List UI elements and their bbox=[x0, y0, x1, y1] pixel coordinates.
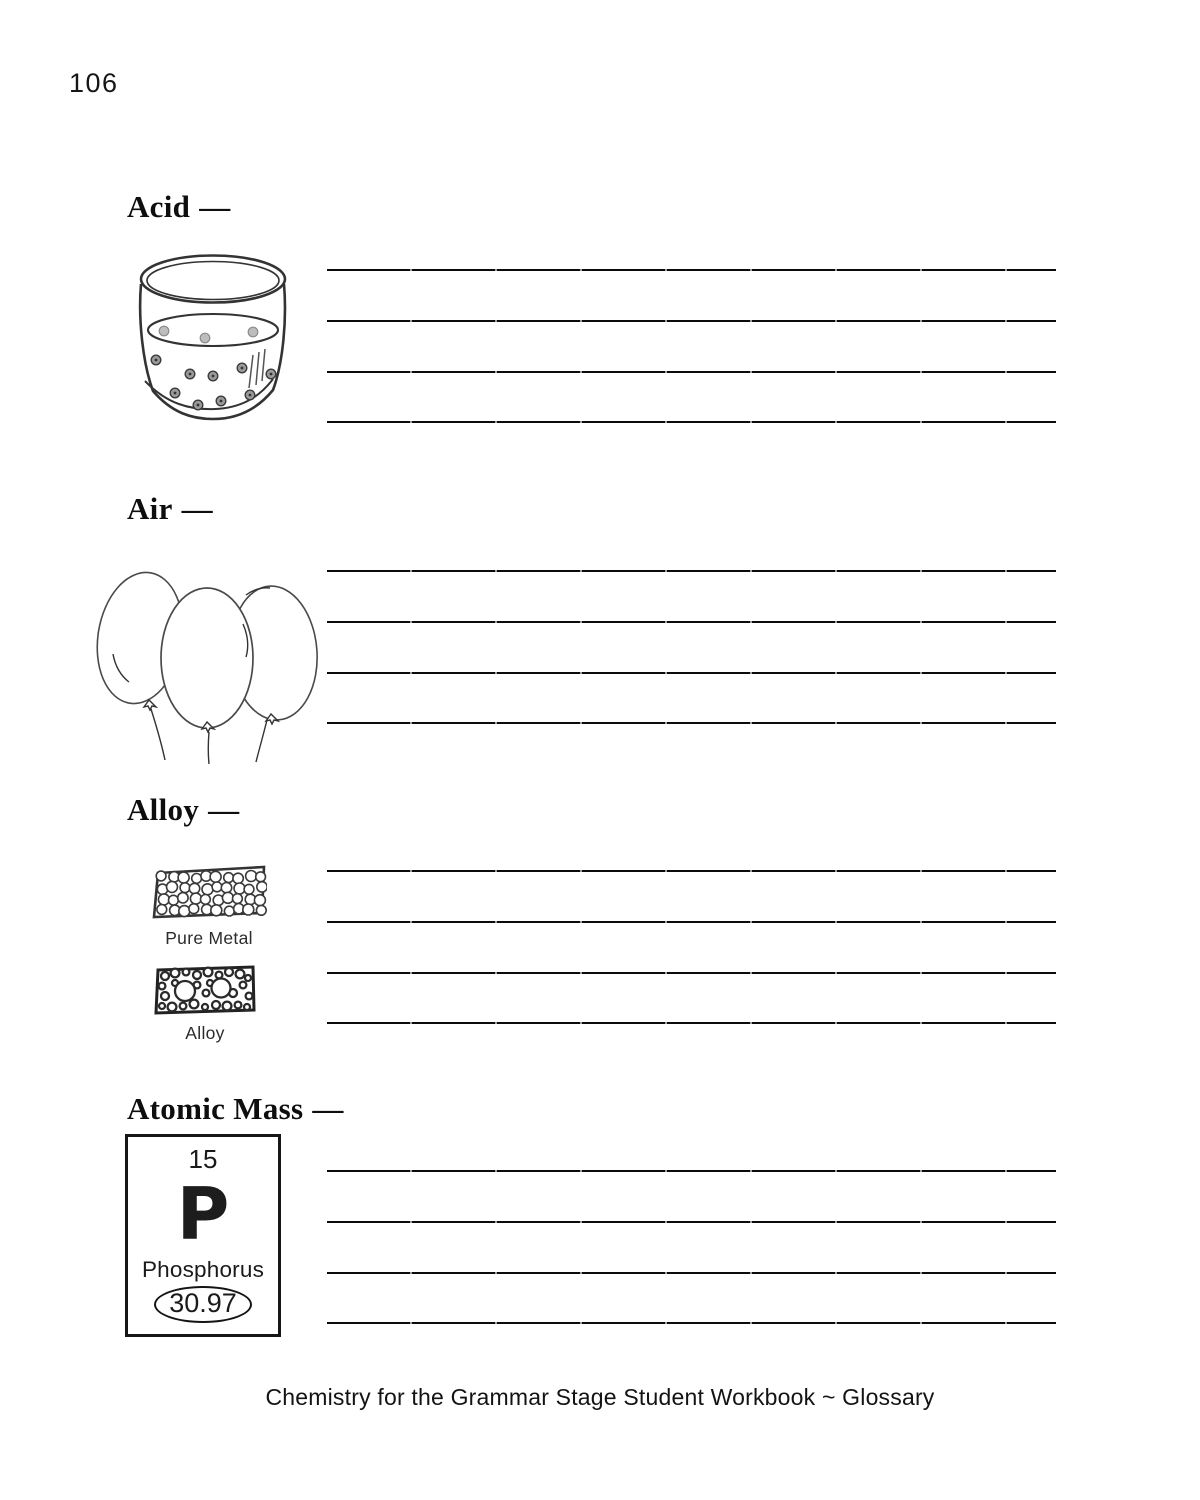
term-text: Atomic Mass bbox=[127, 1091, 304, 1126]
alloy-diagram bbox=[153, 963, 257, 1017]
writing-lines-alloy bbox=[327, 870, 1056, 1026]
writing-lines-acid bbox=[327, 269, 1056, 425]
atomic-mass-oval: 30.97 bbox=[154, 1286, 252, 1323]
writing-line bbox=[327, 371, 1056, 373]
footer-text: Chemistry for the Grammar Stage Student Workbook ~ Glossary bbox=[265, 1384, 935, 1410]
writing-line bbox=[327, 1221, 1056, 1223]
page-number: 106 bbox=[69, 68, 119, 98]
writing-lines-air bbox=[327, 570, 1056, 726]
alloy-figure bbox=[151, 963, 259, 1044]
term-dash: — bbox=[199, 189, 231, 224]
writing-line bbox=[327, 570, 1056, 572]
balloons-illustration bbox=[95, 562, 321, 767]
writing-line bbox=[327, 972, 1056, 974]
element-name: Phosphorus bbox=[141, 1257, 265, 1282]
term-heading-acid bbox=[127, 189, 231, 225]
atomic-mass-value bbox=[128, 1286, 278, 1323]
writing-line bbox=[327, 1322, 1056, 1324]
atomic-number: 15 bbox=[188, 1144, 218, 1174]
pure-metal-label: Pure Metal bbox=[165, 928, 253, 948]
particle-centers bbox=[155, 359, 273, 407]
writing-line bbox=[327, 269, 1056, 271]
writing-line bbox=[327, 421, 1056, 423]
writing-line bbox=[327, 722, 1056, 724]
writing-lines-atomic-mass bbox=[327, 1170, 1056, 1326]
alloy-label: Alloy bbox=[185, 1023, 225, 1043]
term-dash: — bbox=[312, 1091, 344, 1126]
writing-line bbox=[327, 870, 1056, 872]
term-heading-alloy bbox=[127, 792, 239, 828]
beaker-illustration bbox=[134, 252, 292, 426]
writing-line bbox=[327, 621, 1056, 623]
term-text: Air bbox=[127, 491, 173, 526]
surface-particles bbox=[159, 326, 258, 343]
term-text: Alloy bbox=[127, 792, 200, 827]
writing-line bbox=[327, 921, 1056, 923]
term-dash: — bbox=[181, 491, 213, 526]
pure-metal-figure bbox=[149, 864, 269, 949]
element-symbol: P bbox=[176, 1172, 230, 1256]
writing-line bbox=[327, 1170, 1056, 1172]
writing-line bbox=[327, 320, 1056, 322]
pure-metal-diagram bbox=[151, 864, 267, 922]
writing-line bbox=[327, 1022, 1056, 1024]
element-tile-phosphorus bbox=[125, 1134, 281, 1337]
dissolved-particles bbox=[151, 355, 276, 410]
writing-line bbox=[327, 1272, 1056, 1274]
writing-line bbox=[327, 672, 1056, 674]
term-text: Acid bbox=[127, 189, 191, 224]
term-heading-air bbox=[127, 491, 213, 527]
term-dash: — bbox=[208, 792, 240, 827]
term-heading-atomic-mass bbox=[127, 1091, 344, 1127]
